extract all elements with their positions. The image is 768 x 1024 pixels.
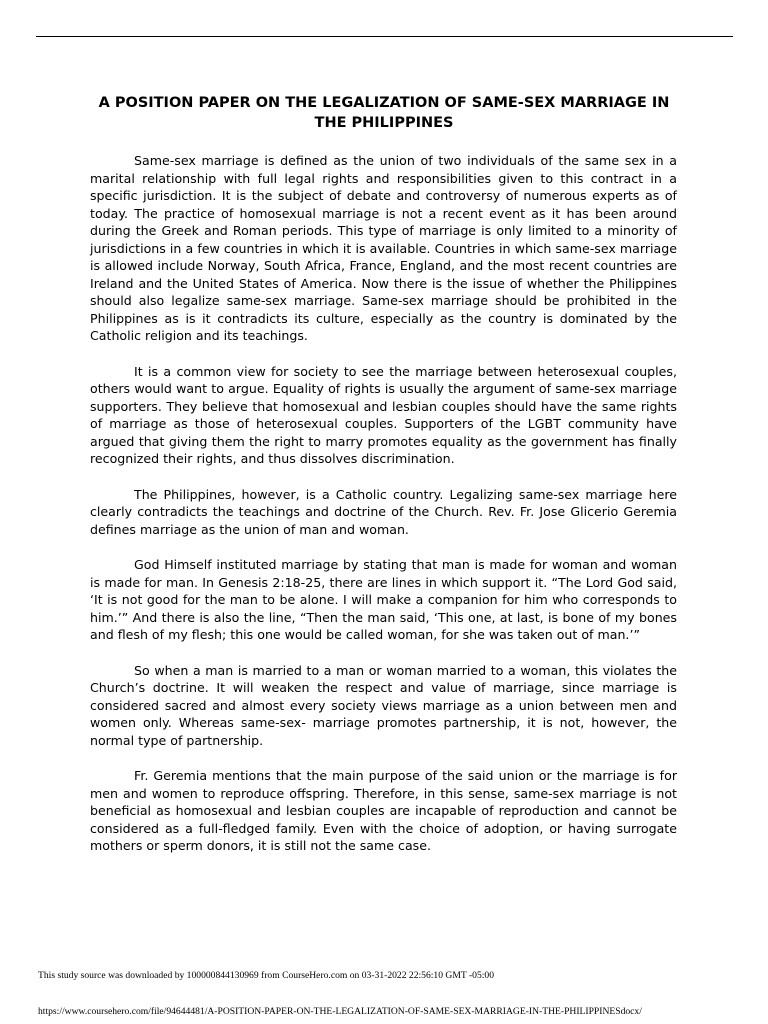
paragraph: The Philippines, however, is a Catholic country. Legalizing same-sex marriage here clearly contradicts the teachings and doctrine of the Church. Rev. Fr. Jose Glicerio Geremia defines marriage as the union of man and woman. xyxy=(90,486,677,537)
paragraph: Same-sex marriage is defined as the union of two individuals of the same sex in a marital relationship with full legal rights and responsibilities given to this contract in a specific jurisdiction. It is the subject of debate and controversy of numerous experts as of today. The practice of homosexual marriage is not a recent event as it has been around during the Greek and Roman periods. This type of marriage is only limited to a minority of jurisdictions in a few countries in which it is available. Countries in which same-sex marriage is allowed include Norway, South Africa, France, England, and the most recent countries are Ireland and the United States of America. Now there is the issue of whether the Philippines should also legalize same-sex marriage. Same-sex marriage should be prohibited in the Philippines as is it contradicts its culture, especially as the country is dominated by the Catholic religion and its teachings. xyxy=(90,153,677,343)
paragraph: So when a man is married to a man or woman married to a woman, this violates the Church’s doctrine. It will weaken the respect and value of marriage, since marriage is considered sacred and almost every society views marriage as a union between men and women only. Whereas same-sex- marriage promotes partnership, it is not, however, the normal type of partnership. xyxy=(90,662,677,748)
download-source-note: This study source was downloaded by 100000844130969 from CourseHero.com on 03-31-2022 22:56:10 GMT -05:00 xyxy=(38,970,495,981)
paragraph: It is a common view for society to see the marriage between heterosexual couples, others would want to argue. Equality of rights is usually the argument of same-sex marriage supporters. They believe that homosexual and lesbian couples should have the same rights of marriage as those of heterosexual couples. Supporters of the LGBT community have argued that giving them the right to marry promotes equality as the government has finally recognized their rights, and thus dissolves discrimination. xyxy=(90,363,677,466)
paragraph: God Himself instituted marriage by stating that man is made for woman and woman is made for man. In Genesis 2:18-25, there are lines in which support it. “The Lord God said, ‘It is not good for the man to be alone. I will make a companion for him who corresponds to him.’” And there is also the line, “Then the man said, ‘This one, at last, is bone of my bones and flesh of my flesh; this one would be called woman, for she was taken out of man.’” xyxy=(90,557,677,642)
top-divider xyxy=(36,36,733,37)
paragraph: Fr. Geremia mentions that the main purpose of the said union or the marriage is for men and women to reproduce offspring. Therefore, in this sense, same-sex marriage is not beneficial as homosexual and lesbian couples are incapable of reproduction and cannot be considered as a full-fledged family. Even with the choice of adoption, or having surrogate mothers or sperm donors, it is still not the same case. xyxy=(90,768,677,853)
document-body xyxy=(90,152,677,873)
document-title: A POSITION PAPER ON THE LEGALIZATION OF SAME-SEX MARRIAGE IN THE PHILIPPINES xyxy=(98,95,670,131)
source-url[interactable]: https://www.coursehero.com/file/94644481/A-POSITION-PAPER-ON-THE-LEGALIZATION-OF-SAME-SEX-MARRIAGE-IN-THE-PHILIPPINESdocx/ xyxy=(38,1006,642,1017)
